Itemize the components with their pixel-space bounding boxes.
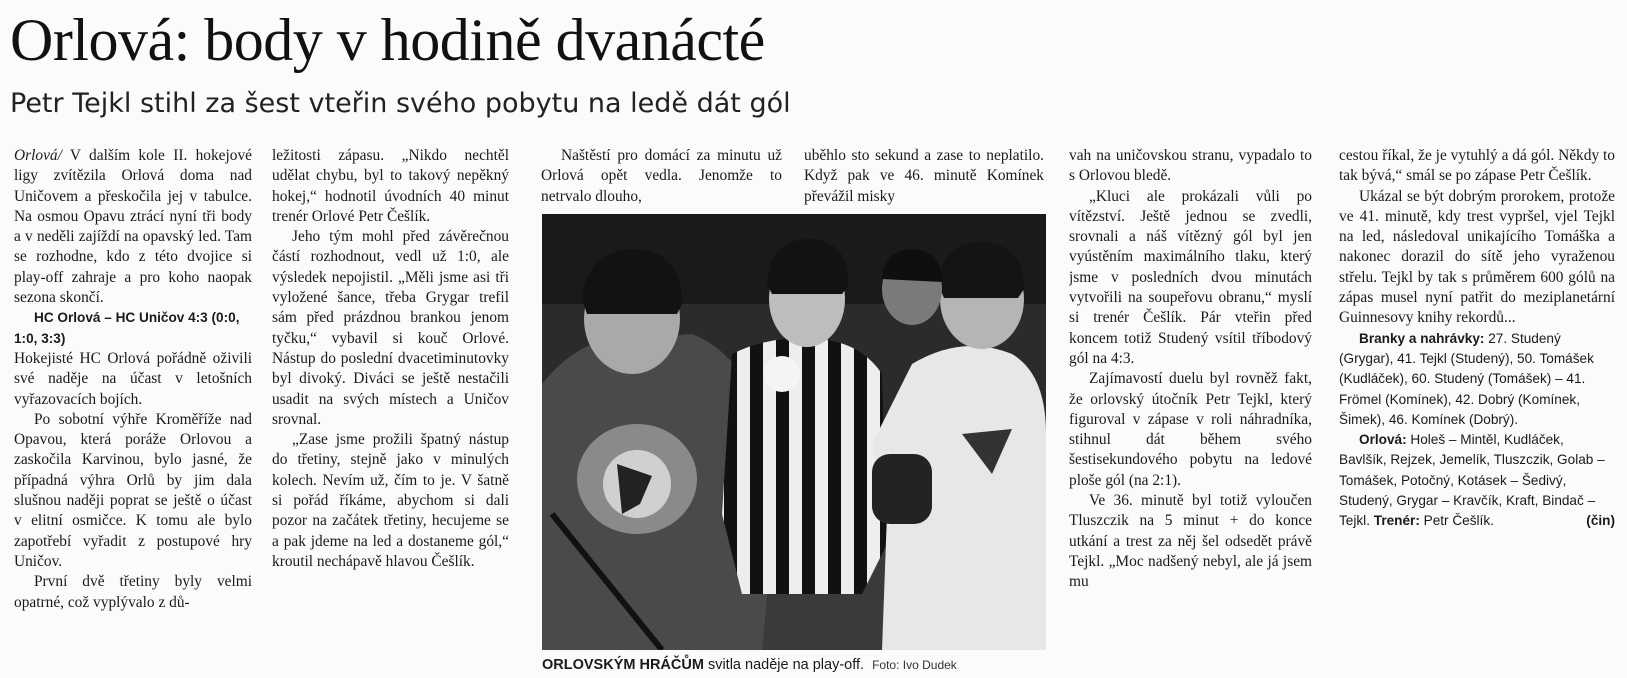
lineup-label: Orlová:: [1359, 432, 1407, 448]
coach-text: Petr Češlík.: [1423, 513, 1494, 529]
headline: Orlová: body v hodině dvanácté: [10, 7, 765, 73]
paragraph: Ukázal se být dobrým prorokem, protože ve 41. minutě, kdy trest vypršel, vjel Tejkl na led, následoval unikajícího Tomáška a nakonec dorazil do sítě jeho vyraženou střelu. Tejkl by tak s průměrem 600 gólů na zápas musel nyní patřit do meziplanetární Guinnesovy knihy rekordů...: [1339, 187, 1615, 327]
paragraph: Naštěstí pro domácí za minutu už Orlová opět vedla. Jenomže to netrvalo dlouho,: [541, 147, 782, 205]
paragraph: cestou říkal, že je vytuhlý a dá gól. Někdy to tak bývá,“ smál se po zápase Petr Češlík.: [1339, 147, 1615, 185]
lead-text: V dalším kole II. hokejové ligy zvítězila Orlová doma nad Uničovem a přeskočila jej v tabulce. Na osmou Opavu ztrácí nyní tři body a v neděli zajíždí na opavský led. Tam se rozhodne, kdo z této dvojice si play-off zahraje a pro koho naopak sezona skončí.: [14, 147, 252, 307]
hockey-photo: [542, 214, 1046, 650]
paragraph: vah na uničovskou stranu, vypadalo to s Orlovou bledě.: [1069, 147, 1312, 185]
paragraph: Jeho tým mohl před závěrečnou částí rozhodnout, vedl už 1:0, ale výsledek nepojistil. „Měli jsme asi tři vyložené šance, třeba Grygar trefil sám před prázdnou brankou jenom tyčku,“ vybavil si kouč Orlové. Nástup do poslední dvacetiminutovky byl divoký. Diváci se ještě nestačili usadit na svých místech a Uničov srovnal.: [272, 228, 509, 428]
paragraph: Zajímavostí duelu byl rovněž fakt, že orlovský útočník Petr Tejkl, který figuroval v zápase v roli náhradníka, stihnul dát během svého šestisekundového pobytu na ledové ploše gól (na 2:1).: [1069, 370, 1312, 489]
paragraph: První dvě třetiny byly velmi opatrné, což vyplývalo z dů-: [14, 573, 252, 611]
caption-text: svitla naděje na play-off.: [707, 657, 865, 673]
coach-label: Trenér:: [1373, 513, 1420, 529]
author-tag: (čin): [1586, 513, 1615, 529]
hockey-photo-illustration: [542, 214, 1046, 650]
goals-text: 27. Studený (Grygar), 41. Tejkl (Studený), 50. Tomášek (Kudláček), 60. Studený (Tomášek) – 41. Frömel (Komínek), 42. Dobrý (Komínek, Šimek), 46. Komínek (Dobrý).: [1339, 330, 1594, 427]
paragraph: „Zase jsme prožili špatný nástup do třetiny, stejně jako v minulých kolech. Nevím už, čím to je. V šatně si pořád říkáme, abychom si dali pozor na začátek třetiny, hecujeme se a pak jdeme na led a dostaneme gól,“ kroutil nechápavě hlavou Češlík.: [272, 431, 509, 570]
paragraph: Po sobotní výhře Kroměříže nad Opavou, která poráže Orlovou a zaskočila Karvinou, bylo jasné, že případná výhra Orlů by jim dala slušnou naději poprat se ještě o účast v elitní osmičce. K tomu ale bylo zapotřebí vyřadit z postupové hry Uničov.: [14, 410, 252, 570]
paragraph: „Kluci ale prokázali vůli po vítězství. Ještě jednou se zvedli, srovnali a náš vítězný gól byl jen vyústěním maximálního tlaku, který jsme v posledních dvou minutách vytvořili na soupeřovu obranu,“ myslí si trenér Češlík. Pár vteřin před koncem totiž Studený vsítil tříbodový gól na 4:3.: [1069, 187, 1312, 367]
lead-paragraph: [14, 146, 252, 308]
dateline: Orlová/: [14, 147, 62, 164]
caption-lead: ORLOVSKÝM HRÁČŮM: [542, 657, 704, 673]
goals-summary: [1339, 329, 1615, 430]
article-column-4: [804, 146, 1044, 210]
paragraph: uběhlo sto sekund a zase to neplatilo. Když pak ve 46. minutě Komínek převážil misky: [804, 147, 1044, 205]
article-column-6: [1339, 146, 1615, 678]
paragraph: Ve 36. minutě byl totiž vyloučen Tluszczik na 5 minut + do konce utkání a trest za něj šel odsedět právě Tejkl. „Moc nadšený nebyl, ale já jsem mu: [1069, 492, 1312, 591]
photo-caption: [542, 654, 1046, 676]
paragraph: Hokejisté HC Orlová pořádně oživili své naděje na účast v letošních vyřazovacích bojích.: [14, 349, 252, 408]
article-column-3: [541, 146, 782, 210]
article-column-5: [1069, 146, 1312, 678]
article-column-2: [272, 146, 509, 678]
article-column-1: [14, 146, 252, 678]
match-result-heading: HC Orlová – HC Uničov 4:3 (0:0, 1:0, 3:3): [14, 310, 240, 346]
lineup-text: Holeš – Mintěl, Kudláček, Bavlšík, Rejzek, Jemelík, Tluszczik, Golab – Tomášek, Potočný, Kotásek – Šedivý, Studený, Grygar – Kravčík, Kraft, Bindač – Tejkl.: [1339, 432, 1605, 529]
goals-label: Branky a nahrávky:: [1359, 330, 1485, 346]
lineup: [1339, 430, 1615, 531]
photo-credit: Foto: Ivo Dudek: [872, 658, 957, 672]
paragraph: ležitosti zápasu. „Nikdo nechtěl udělat chybu, byl to takový nepěkný hokej,“ hodnotil úvodních 40 minut trenér Orlové Petr Češlík.: [272, 147, 509, 225]
background-player: [882, 249, 942, 325]
subheadline: Petr Tejkl stihl za šest vteřin svého pobytu na ledě dát gól: [10, 88, 791, 119]
